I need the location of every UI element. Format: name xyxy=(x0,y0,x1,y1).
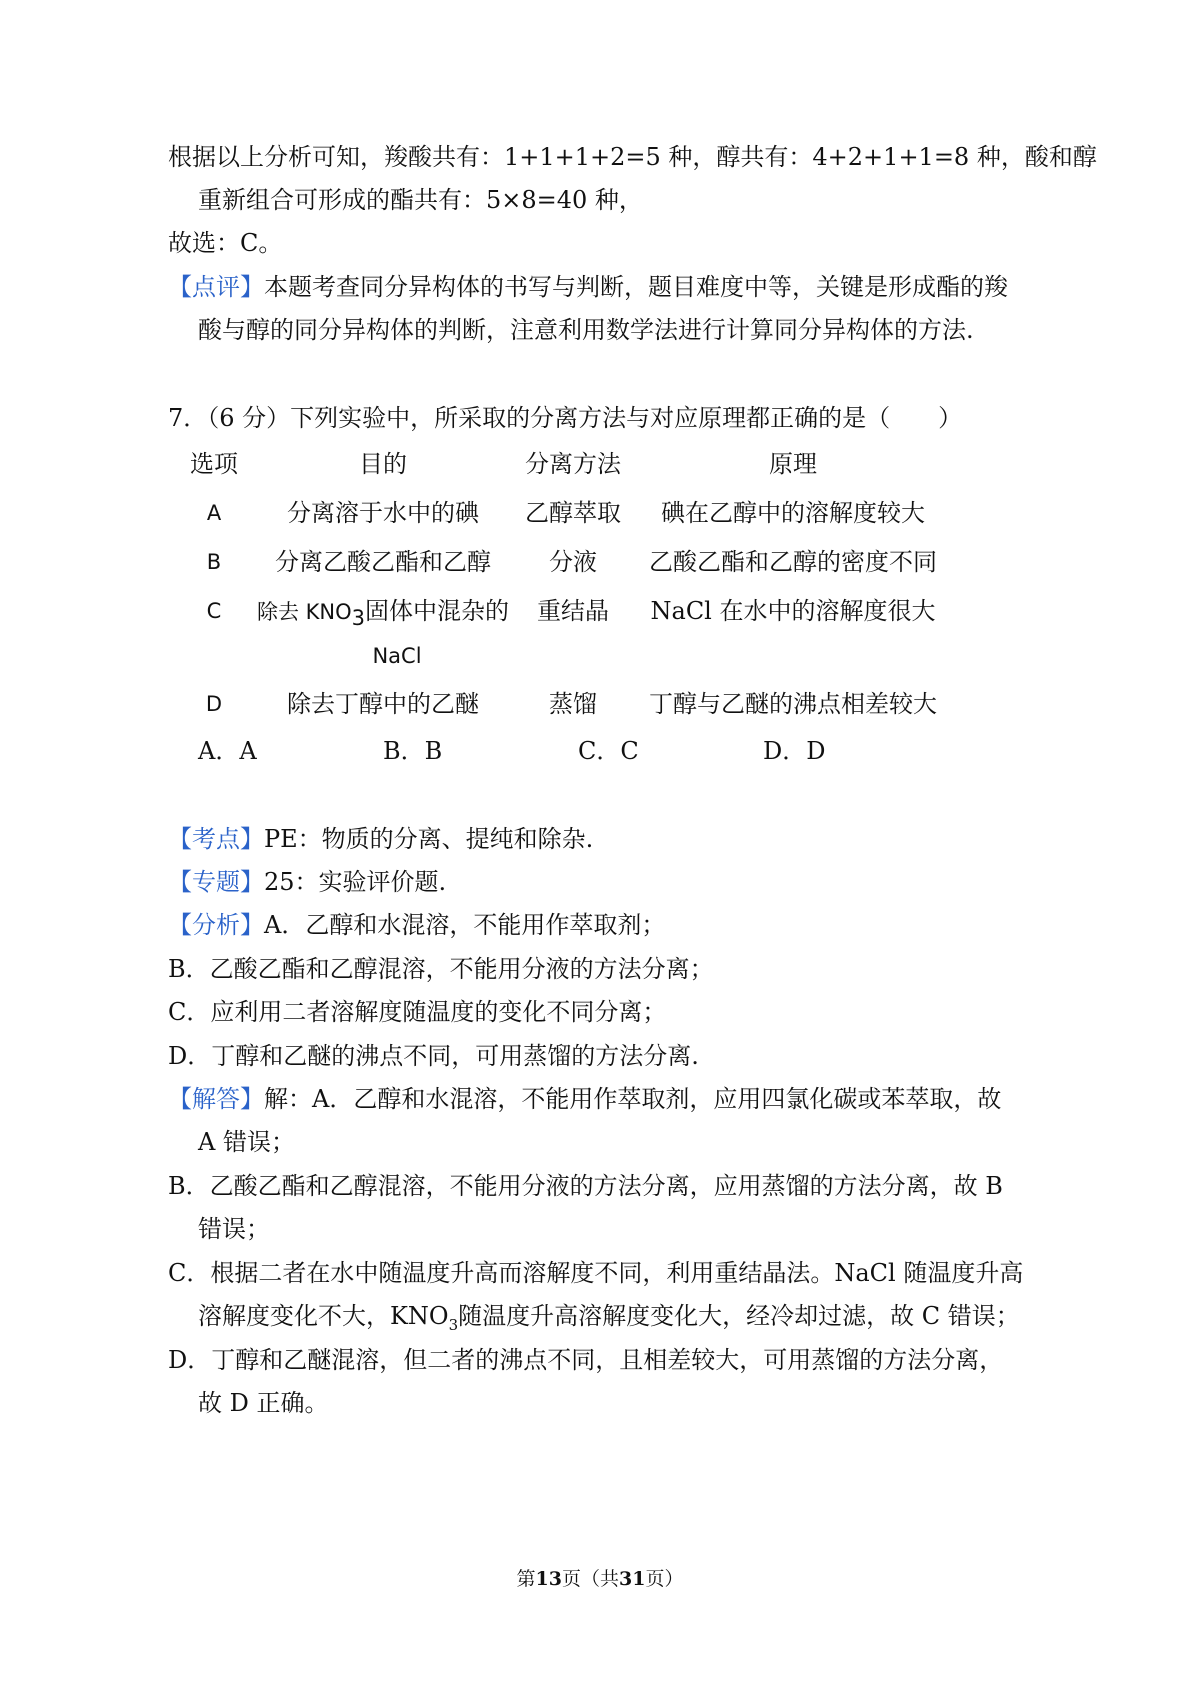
kaodian-text: PE：物质的分离、提纯和除杂. xyxy=(264,825,594,853)
comment-tag: 【点评】 xyxy=(168,273,264,301)
comment-line-2: 酸与醇的同分异构体的判断，注意利用数学法进行计算同分异构体的方法. xyxy=(198,316,974,344)
fenxi-a: A．乙醇和水混溶，不能用作萃取剂； xyxy=(264,911,666,939)
table-header-option: 选项 xyxy=(190,450,238,478)
jieda-line-a1 xyxy=(168,1083,1001,1115)
jieda-c2-sub: 3 xyxy=(448,1315,459,1334)
table-header-principle: 原理 xyxy=(769,450,817,478)
jieda-tag: 【解答】 xyxy=(168,1085,264,1113)
fenxi-c: C．应利用二者溶解度随温度的变化不同分离； xyxy=(168,998,667,1026)
row-d-principle: 丁醇与乙醚的沸点相差较大 xyxy=(649,690,937,718)
fenxi-d: D．丁醇和乙醚的沸点不同，可用蒸馏的方法分离. xyxy=(168,1042,699,1070)
jieda-c2-post: 随温度升高溶解度变化大，经冷却过滤，故 C 错误； xyxy=(458,1302,1020,1330)
choice-a: A．A xyxy=(198,737,257,765)
summary-line-1: 根据以上分析可知，羧酸共有：1+1+1+2=5 种，醇共有：4+2+1+1=8 种，酸和醇 xyxy=(168,143,1097,171)
footer-prefix: 第 xyxy=(516,1568,536,1590)
answer-line: 故选：C。 xyxy=(168,229,283,257)
question-stem: 7．（6 分）下列实验中，所采取的分离方法与对应原理都正确的是（ ） xyxy=(168,404,963,432)
footer-page-number: 13 xyxy=(535,1568,562,1590)
kaodian-tag: 【考点】 xyxy=(168,825,264,853)
zhuanti-tag: 【专题】 xyxy=(168,868,264,896)
row-a-method: 乙醇萃取 xyxy=(525,499,621,527)
footer-middle: 页（共 xyxy=(561,1568,619,1590)
row-c-option: C xyxy=(206,599,222,623)
choice-d: D．D xyxy=(763,737,826,765)
row-b-purpose: 分离乙酸乙酯和乙醇 xyxy=(275,548,491,576)
zhuanti-line xyxy=(168,866,446,898)
row-c-principle xyxy=(651,595,936,627)
table-header-purpose: 目的 xyxy=(359,450,407,478)
jieda-b2: 错误； xyxy=(198,1215,270,1243)
fenxi-tag: 【分析】 xyxy=(168,911,264,939)
row-a-purpose: 分离溶于水中的碘 xyxy=(287,499,479,527)
comment-line-1 xyxy=(168,271,1008,303)
jieda-c2 xyxy=(198,1300,1020,1332)
jieda-a1: 解：A．乙醇和水混溶，不能用作萃取剂，应用四氯化碳或苯萃取，故 xyxy=(264,1085,1002,1113)
fenxi-b: B．乙酸乙酯和乙醇混溶，不能用分液的方法分离； xyxy=(168,955,714,983)
row-b-principle: 乙酸乙酯和乙醇的密度不同 xyxy=(649,548,937,576)
row-c-principle-text: NaCl 在水中的溶解度很大 xyxy=(650,597,936,625)
jieda-d2: 故 D 正确。 xyxy=(198,1389,329,1417)
row-c-purpose-post: 固体中混杂的 xyxy=(365,597,510,625)
row-d-method: 蒸馏 xyxy=(549,690,597,718)
comment-text-1: 本题考查同分异构体的书写与判断，题目难度中等，关键是形成酯的羧 xyxy=(264,273,1008,301)
zhuanti-text: 25：实验评价题. xyxy=(264,868,447,896)
row-a-option: A xyxy=(206,501,222,525)
row-b-option: B xyxy=(206,550,222,574)
jieda-a2: A 错误； xyxy=(198,1128,295,1156)
footer-suffix: 页） xyxy=(645,1568,684,1590)
kaodian-line xyxy=(168,823,593,855)
row-c-purpose xyxy=(257,595,509,628)
choice-c: C．C xyxy=(578,737,639,765)
jieda-c1: C．根据二者在水中随温度升高而溶解度不同，利用重结晶法。NaCl 随温度升高 xyxy=(168,1259,1024,1287)
fenxi-line xyxy=(168,909,665,941)
row-c-method: 重结晶 xyxy=(537,597,609,625)
row-c-purpose-pre: 除去 KNO xyxy=(256,600,352,624)
row-a-principle: 碘在乙醇中的溶解度较大 xyxy=(661,499,925,527)
summary-line-2: 重新组合可形成的酯共有：5×8=40 种， xyxy=(198,186,643,214)
jieda-b1: B．乙酸乙酯和乙醇混溶，不能用分液的方法分离，应用蒸馏的方法分离，故 B xyxy=(168,1172,1003,1200)
footer-total-pages: 31 xyxy=(619,1568,646,1590)
page-footer xyxy=(0,1566,1200,1592)
row-c-purpose-sub: 3 xyxy=(351,605,366,630)
table-header-method: 分离方法 xyxy=(525,450,621,478)
row-d-option: D xyxy=(205,692,223,716)
jieda-d1: D．丁醇和乙醚混溶，但二者的沸点不同，且相差较大，可用蒸馏的方法分离， xyxy=(168,1346,1004,1374)
jieda-c2-pre: 溶解度变化不大，KNO xyxy=(198,1302,449,1330)
row-d-purpose: 除去丁醇中的乙醚 xyxy=(287,690,479,718)
choice-b: B．B xyxy=(383,737,443,765)
row-b-method: 分液 xyxy=(549,548,597,576)
row-c-purpose-line2: NaCl xyxy=(372,644,422,668)
